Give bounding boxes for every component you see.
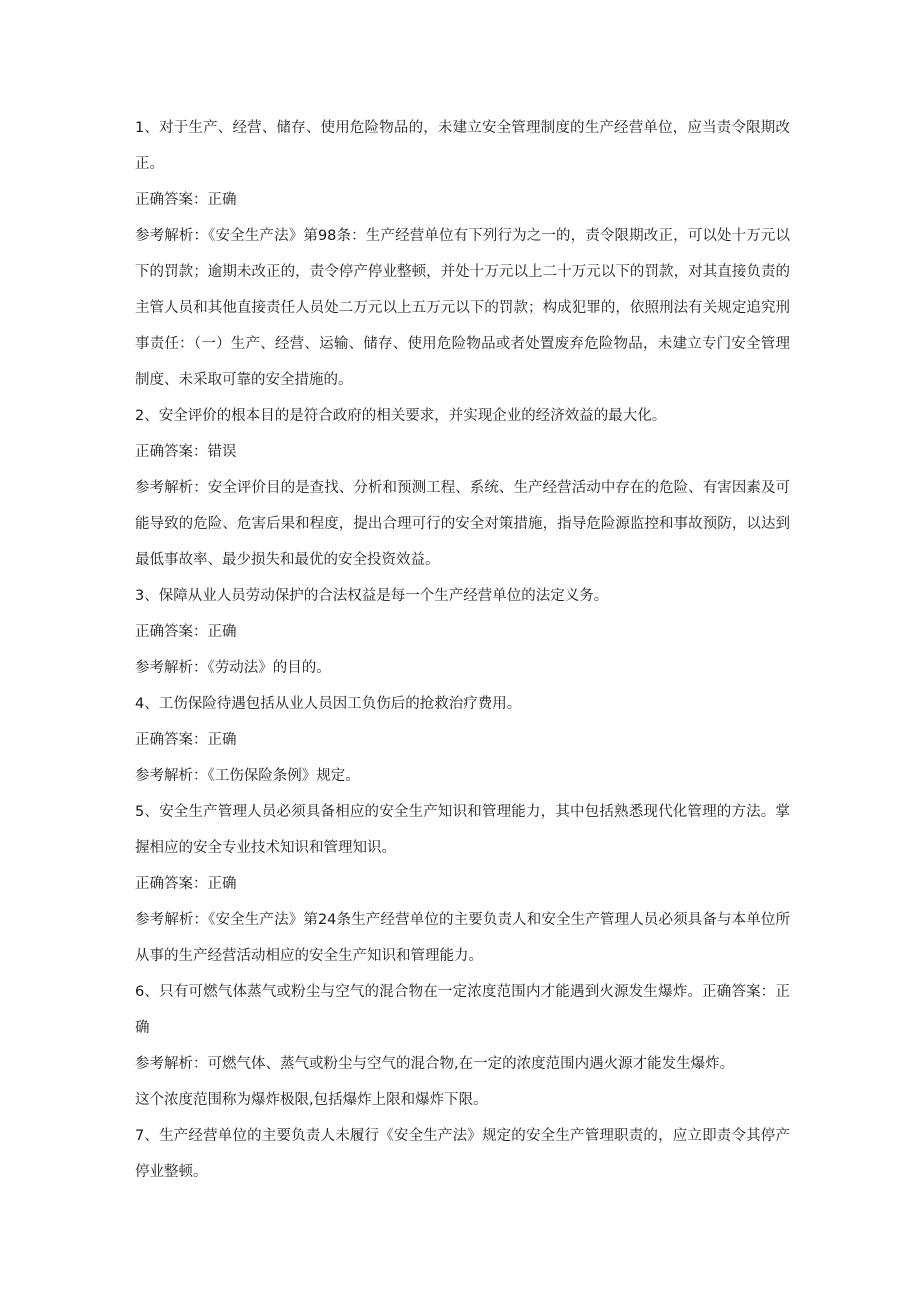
answer-1: 正确答案：正确 <box>135 192 237 208</box>
question-6: 6、只有可燃气体蒸气或粉尘与空气的混合物在一定浓度范围内才能遇到火源发生爆炸。正确答案：正确 <box>135 984 790 1036</box>
analysis-6-line-2: 这个浓度范围称为爆炸极限,包括爆炸上限和爆炸下限。 <box>135 1092 488 1108</box>
analysis-3: 参考解析：《劳动法》的目的。 <box>135 660 331 676</box>
question-2: 2、安全评价的根本目的是符合政府的相关要求，并实现企业的经济效益的最大化。 <box>135 408 667 424</box>
question-4: 4、工伤保险待遇包括从业人员因工负伤后的抢救治疗费用。 <box>135 696 522 712</box>
answer-4: 正确答案：正确 <box>135 732 237 748</box>
question-1: 1、对于生产、经营、储存、使用危险物品的，未建立安全管理制度的生产经营单位，应当责令限期改正。 <box>135 120 790 172</box>
question-7: 7、生产经营单位的主要负责人未履行《安全生产法》规定的安全生产管理职责的，应立即责令其停产停业整顿。 <box>135 1128 790 1180</box>
analysis-4: 参考解析：《工伤保险条例》规定。 <box>135 768 360 784</box>
analysis-1: 参考解析：《安全生产法》第98条：生产经营单位有下列行为之一的，责令限期改正，可以处十万元以下的罚款；逾期未改正的，责令停产停业整顿，并处十万元以上二十万元以下的罚款，对其直接负责的主管人员和其他直接责任人员处二万元以上五万元以下的罚款；构成犯罪的，依照刑法有关规定追究刑事责任：（一）生产、经营、运输、储存、使用危险物品或者处置废弃危险物品，未建立专门安全管理制度、未采取可靠的安全措施的。 <box>135 228 790 388</box>
answer-3: 正确答案：正确 <box>135 624 237 640</box>
document-body <box>135 110 790 1190</box>
analysis-6-line-1: 参考解析：可燃气体、蒸气或粉尘与空气的混合物,在一定的浓度范围内遇火源才能发生爆炸。 <box>135 1056 735 1072</box>
answer-2: 正确答案：错误 <box>135 444 237 460</box>
question-3: 3、保障从业人员劳动保护的合法权益是每一个生产经营单位的法定义务。 <box>135 588 609 604</box>
question-5: 5、安全生产管理人员必须具备相应的安全生产知识和管理能力，其中包括熟悉现代化管理的方法。掌握相应的安全专业技术知识和管理知识。 <box>135 804 790 856</box>
analysis-2: 参考解析：安全评价目的是查找、分析和预测工程、系统、生产经营活动中存在的危险、有害因素及可能导致的危险、危害后果和程度，提出合理可行的安全对策措施，指导危险源监控和事故预防，以达到最低事故率、最少损失和最优的安全投资效益。 <box>135 480 790 568</box>
analysis-5: 参考解析：《安全生产法》第24条生产经营单位的主要负责人和安全生产管理人员必须具备与本单位所从事的生产经营活动相应的安全生产知识和管理能力。 <box>135 912 790 964</box>
answer-5: 正确答案：正确 <box>135 876 237 892</box>
